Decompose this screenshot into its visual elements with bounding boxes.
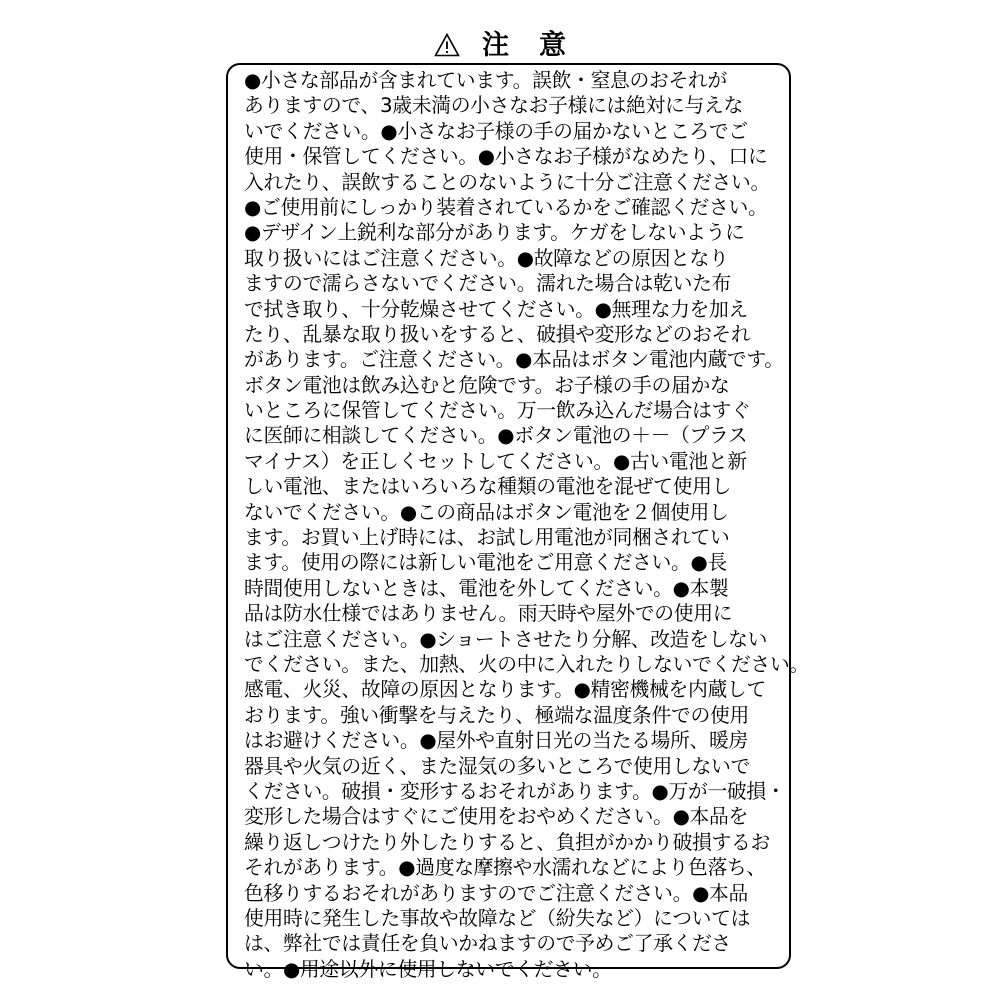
notice-line: 使用・保管してください。●小さなお子様がなめたり、口に bbox=[244, 145, 768, 169]
notice-line: いでください。●小さなお子様の手の届かないところでご bbox=[244, 119, 748, 143]
notice-line: があります。ご注意ください。●本品はボタン電池内蔵です。 bbox=[244, 348, 784, 372]
notice-line: おります。強い衝撃を与えたり、極端な温度条件での使用 bbox=[244, 703, 749, 727]
notice-line: それがあります。●過度な摩擦や水濡れなどにより色落ち、 bbox=[244, 856, 766, 880]
notice-line: 品は防水仕様ではありません。雨天時や屋外での使用に bbox=[244, 602, 733, 626]
notice-text bbox=[244, 68, 809, 982]
notice-line: マイナス）を正しくセットしてください。●古い電池と新 bbox=[244, 449, 747, 473]
warning-triangle-icon bbox=[434, 33, 460, 57]
notice-line: ●デザイン上鋭利な部分があります。ケガをしないように bbox=[244, 221, 745, 245]
notice-line: で拭き取り、十分乾燥させてください。●無理な力を加え bbox=[244, 297, 748, 321]
notice-line: ますので濡らさないでください。濡れた場合は乾いた布 bbox=[244, 272, 732, 296]
notice-line: いところに保管してください。万一飲み込んだ場合はすぐ bbox=[244, 399, 751, 423]
notice-line: しい電池、またはいろいろな種類の電池を混ぜて使用し bbox=[244, 475, 732, 499]
page-title: 注意 bbox=[482, 29, 596, 61]
notice-line: はお避けください。●屋外や直射日光の当たる場所、暖房 bbox=[244, 729, 748, 753]
notice-line: 器具や火気の近く、また湿気の多いところで使用しないで bbox=[244, 754, 750, 778]
notice-header bbox=[0, 22, 1000, 68]
notice-line: ください。破損・変形するおそれがあります。●万が一破損・ bbox=[244, 779, 786, 803]
notice-line: 繰り返しつけたり外したりすると、負担がかかり破損するお bbox=[244, 830, 770, 854]
notice-line: に医師に相談してください。●ボタン電池の＋－（プラス bbox=[244, 424, 748, 448]
notice-line: 取り扱いにはご注意ください。●故障などの原因となり bbox=[244, 246, 729, 270]
notice-line: ます。お買い上げ時には、お試し用電池が同梱されてい bbox=[244, 526, 730, 550]
notice-line: ●ご使用前にしっかり装着されているかをご確認ください。 bbox=[244, 195, 768, 219]
notice-line: ボタン電池は飲み込むと危険です。お子様の手の届かな bbox=[244, 373, 730, 397]
notice-line: はご注意ください。●ショートさせたり分解、改造をしない bbox=[244, 627, 768, 651]
notice-line: 色移りするおそれがありますのでご注意ください。●本品 bbox=[244, 881, 748, 905]
notice-line: は、弊社では責任を負いかねますので予めご了承くださ bbox=[244, 932, 732, 956]
notice-line: でください。また、加熱、火の中に入れたりしないでください。 bbox=[244, 652, 809, 676]
notice-line: ないでください。●この商品はボタン電池を２個使用し bbox=[244, 500, 729, 524]
notice-line: たり、乱暴な取り扱いをすると、破損や変形などのおそれ bbox=[244, 322, 751, 346]
notice-line: 感電、火災、故障の原因となります。●精密機械を内蔵して bbox=[244, 678, 766, 702]
notice-line: ます。使用の際には新しい電池をご用意ください。●長 bbox=[244, 551, 727, 575]
notice-line: ありますので、3歳未満の小さなお子様には絶対に与えな bbox=[244, 94, 743, 118]
notice-line: 使用時に発生した事故や故障など（紛失など）については bbox=[244, 906, 751, 930]
notice-line: 時間使用しないときは、電池を外してください。●本製 bbox=[244, 576, 729, 600]
notice-line: 変形した場合はすぐにご使用をおやめください。●本品を bbox=[244, 805, 748, 829]
notice-line: ●小さな部品が含まれています。誤飲・窒息のおそれが bbox=[244, 69, 727, 92]
notice-line: い。●用途以外に使用しないでください。 bbox=[244, 957, 612, 981]
notice-line: 入れたり、誤飲することのないように十分ご注意ください。 bbox=[244, 170, 770, 194]
